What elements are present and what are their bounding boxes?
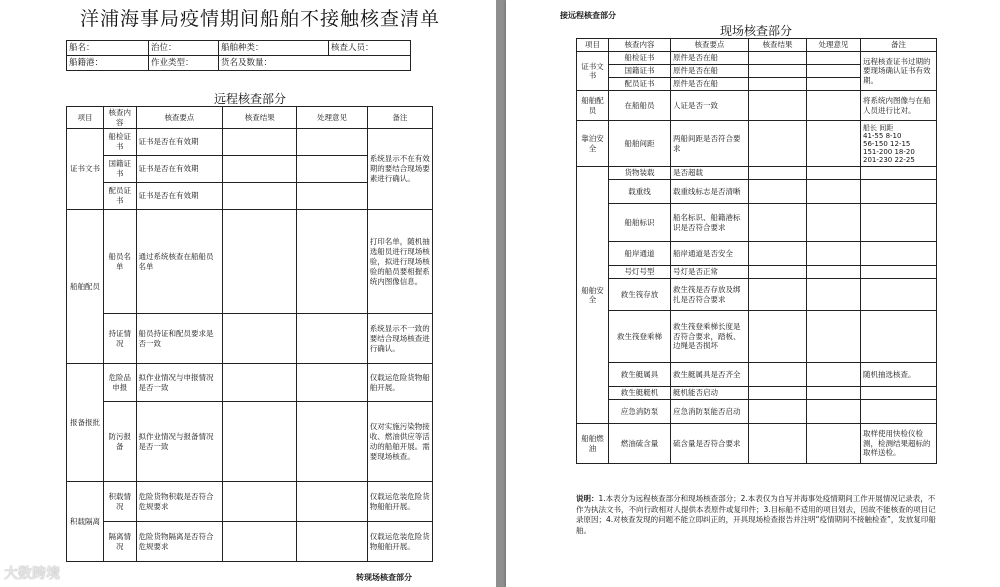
table-cell: 在船船员 [609,91,671,121]
table-cell: 船舶间距 [609,121,671,167]
table-cell: 远程核查证书过期的要现场确认证书有效期。 [861,52,937,91]
col-header: 核查内容 [609,39,671,52]
table-cell: 打印名单，随机抽选船员进行现场核验，拟进行现场核验的船员要相握系统内图像信息。 [367,210,432,314]
table-cell: 仅载运危装危险货物船舶开展。 [367,522,432,562]
result-cell[interactable] [749,279,807,311]
table-cell: 危险货物积载是否符合危规要求 [136,482,223,522]
opinion-cell[interactable] [297,129,368,156]
opinion-cell[interactable] [297,364,368,402]
spacing-row: 151-200 18-20 [863,147,915,156]
result-cell[interactable] [749,363,807,387]
table-cell: 系统显示不一致的要结合现场核查进行确认。 [367,314,432,364]
group-item: 报备报批 [67,364,104,482]
table-cell: 隔离情况 [103,522,136,562]
table-cell: 通过系统核查在船船员名单 [136,210,223,314]
table-cell: 船舶标识 [609,204,671,242]
table-cell: 是否超载 [671,167,749,180]
ship-type-field: 船舶种类： [219,41,329,56]
table-cell: 硫含量是否符合要求 [671,424,749,464]
table-cell [861,180,937,204]
col-header: 处理意见 [297,107,368,129]
table-cell: 拟作业情况与报备情况是否一致 [136,402,223,482]
note-text: 1.本表分为远程核查部分和现场核查部分；2.本表仅为自写并海事处疫情期间工作开展情况记录表，不作为执法文书，不向行政相对人提供本表原件或复印件；3.目标船不适用的项目划去，因故不能核查的项目记录原因；4.对核查发现的问题不能立即纠正的，开具现场检查报告并注明“疫情期间不接触检查”，发放复印船舶。 [576,494,936,535]
group-item: 船舶燃油 [577,424,609,464]
table-cell: 救生艇属具 [609,363,671,387]
result-cell[interactable] [749,121,807,167]
table-cell [861,387,937,400]
result-cell[interactable] [223,364,297,402]
col-header: 核查结果 [749,39,807,52]
table-cell [861,242,937,266]
result-cell[interactable] [223,482,297,522]
opinion-cell[interactable] [297,314,368,364]
table-cell: 船检证书 [103,129,136,156]
col-header: 处理意见 [807,39,861,52]
opinion-cell[interactable] [807,167,861,180]
opinion-cell[interactable] [807,363,861,387]
opinion-cell[interactable] [297,156,368,183]
opinion-cell[interactable] [807,387,861,400]
result-cell[interactable] [223,156,297,183]
col-header: 备注 [367,107,432,129]
result-cell[interactable] [749,167,807,180]
col-header: 核查内容 [103,107,136,129]
table-cell: 应急消防泵 [609,400,671,424]
op-type-field: 作业类型： [149,56,219,71]
table-cell: 原件是否在船 [671,65,749,78]
table-cell: 国籍证书 [103,156,136,183]
table-cell: 载重线标志是否清晰 [671,180,749,204]
table-cell: 危险货物隔离是否符合危规要求 [136,522,223,562]
table-cell: 将系统内图像与在船人员进行比对。 [861,91,937,121]
right-page [506,0,1000,587]
group-item: 积载隔离 [67,482,104,562]
group-item: 靠泊安全 [577,121,609,167]
table-cell [861,279,937,311]
table-cell: 号灯号型 [609,266,671,279]
result-cell[interactable] [749,400,807,424]
opinion-cell[interactable] [807,121,861,167]
onsite-check-table [576,38,937,464]
table-cell: 国籍证书 [609,65,671,78]
table-cell: 救生艇属具是否齐全 [671,363,749,387]
remote-check-table [66,106,433,562]
opinion-cell[interactable] [297,482,368,522]
table-cell: 系统显示不在有效期的要结合现场要素进行确认。 [367,129,432,210]
ship-info-table [66,40,411,71]
result-cell[interactable] [749,91,807,121]
result-cell[interactable] [223,522,297,562]
table-cell: 号灯是否正常 [671,266,749,279]
table-cell: 载重线 [609,180,671,204]
table-cell: 取样使用快检仪检测，检测结果超标的取样送检。 [861,424,937,464]
left-page [0,0,496,587]
table-cell: 原件是否在船 [671,78,749,91]
opinion-cell[interactable] [807,65,861,78]
spacing-row: 56-150 12-15 [863,139,911,148]
result-cell[interactable] [749,311,807,363]
table-cell: 船员持证和配员要求是否一致 [136,314,223,364]
spacing-header: 船长 间距 [863,123,894,132]
table-cell: 救生筏是否存放及绑扎是否符合要求 [671,279,749,311]
result-cell[interactable] [749,204,807,242]
table-cell: 燃油硫含量 [609,424,671,464]
opinion-cell[interactable] [807,424,861,464]
table-cell: 随机抽选核查。 [861,363,937,387]
opinion-cell[interactable] [807,266,861,279]
opinion-cell[interactable] [807,279,861,311]
col-header: 项目 [67,107,104,129]
table-cell: 救生艇艇机 [609,387,671,400]
result-cell[interactable] [749,78,807,91]
result-cell[interactable] [749,52,807,65]
remote-section-title: 远程核查部分 [213,92,286,106]
result-cell[interactable] [223,314,297,364]
table-cell: 危险品申报 [103,364,136,402]
result-cell[interactable] [749,424,807,464]
opinion-cell[interactable] [807,78,861,91]
spacing-remark [861,121,937,167]
result-cell[interactable] [223,210,297,314]
table-cell: 积载情况 [103,482,136,522]
table-cell: 拟作业情况与申报情况是否一致 [136,364,223,402]
checker-field: 核查人员： [329,41,411,56]
table-cell: 仅载运危险货物船舶开展。 [367,364,432,402]
table-cell: 人证是否一致 [671,91,749,121]
opinion-cell[interactable] [807,91,861,121]
page-title: 洋浦海事局疫情期间船舶不接触核查清单 [79,8,440,30]
col-header: 备注 [861,39,937,52]
opinion-cell[interactable] [807,242,861,266]
opinion-cell[interactable] [807,400,861,424]
opinion-cell[interactable] [297,522,368,562]
table-cell: 证书是否在有效期 [136,183,223,210]
group-item: 证书文书 [577,52,609,91]
table-cell: 证书是否在有效期 [136,129,223,156]
table-cell: 两船间距是否符合要求 [671,121,749,167]
table-cell: 船名标识、船籍港标识是否符合要求 [671,204,749,242]
result-cell[interactable] [749,242,807,266]
table-cell: 船员名单 [103,210,136,314]
table-cell: 配员证书 [103,183,136,210]
onsite-section-title: 现场核查部分 [719,24,792,38]
table-cell: 救生筏登乘梯长度是否符合要求，踏板、边绳是否损坏 [671,311,749,363]
table-cell: 仅载运危装危险货物船舶开展。 [367,482,432,522]
result-cell[interactable] [749,65,807,78]
table-cell: 应急消防泵能否启动 [671,400,749,424]
table-cell [861,167,937,180]
continued-label: 接远程核查部分 [560,11,616,20]
result-cell[interactable] [749,266,807,279]
watermark-logo: 大数跨境 [4,566,60,582]
opinion-cell[interactable] [807,180,861,204]
flag-field: 治位： [149,41,219,56]
col-header: 核查要点 [671,39,749,52]
spacing-row: 41-55 8-10 [863,131,902,140]
ship-name-field: 船名： [67,41,149,56]
opinion-cell[interactable] [297,210,368,314]
table-cell: 仅对实施污染物接收、燃油供应等活动的船舶开展。需要现场核查。 [367,402,432,482]
table-cell: 防污报备 [103,402,136,482]
group-item: 船舶配员 [67,210,104,364]
opinion-cell[interactable] [807,311,861,363]
table-cell [861,311,937,363]
table-cell: 救生筏登乘梯 [609,311,671,363]
opinion-cell[interactable] [297,402,368,482]
port-field: 船籍港： [67,56,149,71]
group-item: 船舶安全 [577,167,609,424]
page-gap [496,0,506,587]
result-cell[interactable] [749,387,807,400]
table-cell: 持证情况 [103,314,136,364]
note-label: 说明： [576,494,599,503]
explanation-note [576,494,936,536]
group-item: 证书文书 [67,129,104,210]
result-cell[interactable] [749,180,807,204]
opinion-cell[interactable] [297,183,368,210]
table-cell: 原件是否在船 [671,52,749,65]
spacing-row: 201-230 22-25 [863,155,915,164]
table-cell: 救生筏存放 [609,279,671,311]
table-cell: 船检证书 [609,52,671,65]
cargo-field: 货名及数量： [219,56,411,71]
table-cell: 船岸通道是否安全 [671,242,749,266]
col-header: 项目 [577,39,609,52]
col-header: 核查结果 [223,107,297,129]
table-cell: 货物装载 [609,167,671,180]
opinion-cell[interactable] [807,204,861,242]
result-cell[interactable] [223,129,297,156]
result-cell[interactable] [223,183,297,210]
opinion-cell[interactable] [807,52,861,65]
table-cell: 证书是否在有效期 [136,156,223,183]
table-cell: 船岸通道 [609,242,671,266]
table-cell: 配员证书 [609,78,671,91]
table-cell: 艇机能否启动 [671,387,749,400]
table-cell [861,266,937,279]
table-cell [861,400,937,424]
col-header: 核查要点 [136,107,223,129]
result-cell[interactable] [223,402,297,482]
continue-footer: 转现场核查部分 [356,573,412,582]
group-item: 船舶配员 [577,91,609,121]
table-cell [861,204,937,242]
